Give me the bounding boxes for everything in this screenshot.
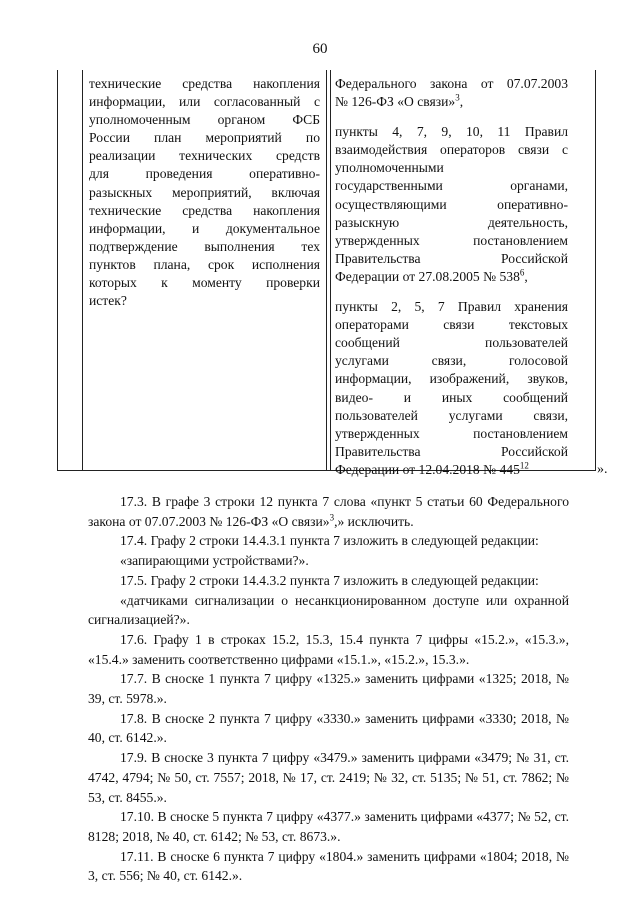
footnote-ref: 3	[455, 92, 460, 103]
table-line: услугами связи, голосовой	[335, 353, 568, 369]
closing-quote: ».	[597, 462, 608, 477]
table-line: уполномоченным органом ФСБ	[89, 112, 320, 128]
paragraph-17-10: 17.10. В сноске 5 пункта 7 цифру «4377.» заменить цифрами «4377; № 52, ст. 8128; 2018, № 40, ст. 6142; № 53, ст. 8673.».	[88, 809, 569, 844]
table-line: информации, или согласованный с	[89, 94, 320, 110]
table-line: взаимодействия операторов связи с	[335, 142, 568, 158]
table-line: Правительства Российской	[335, 443, 568, 459]
paragraph-text: ,» исключить.	[334, 513, 414, 529]
paragraph-17-5-quote: «датчиками сигнализации о несанкционированном доступе или охранной сигнализацией?».	[88, 592, 569, 628]
paragraph-17-8: 17.8. В сноске 2 пункта 7 цифру «3330.» заменить цифрами «3330; 2018, № 40, ст. 6142.».	[88, 710, 569, 746]
table-line: Федерального закона от 07.07.2003	[335, 76, 568, 91]
page-number: 60	[312, 41, 328, 57]
footnote-ref: 12	[519, 460, 529, 471]
table-line: разыскных мероприятий, включая	[89, 184, 320, 200]
table-cell-question	[89, 75, 320, 310]
table-line: Правительства Российской	[335, 250, 568, 266]
paragraph-17-5: 17.5. Графу 2 строки 14.4.3.2 пункта 7 изложить в следующей редакции:	[120, 572, 539, 588]
paragraph-17-4-quote: «запирающими устройствами?».	[120, 553, 309, 569]
paragraph-17-9: 17.9. В сноске 3 пункта 7 цифру «3479.» заменить цифрами «3479; № 31, ст. 4742, 4794; № 50, ст. 7557; 2018, № 17, ст. 2419; № 32, ст. 5135; № 51, ст. 7862; № 53, ст. 8455.».	[88, 750, 569, 805]
table-cell-legal-basis	[335, 75, 568, 479]
table-line-text: № 126-ФЗ «О связи»	[335, 94, 456, 110]
paragraph-17-4: 17.4. Графу 2 строки 14.4.3.1 пункта 7 изложить в следующей редакции:	[120, 533, 539, 549]
table-line: реализации технических средств	[89, 148, 320, 164]
footnote-ref: 3	[329, 512, 335, 523]
table-line: истек?	[89, 293, 127, 309]
table-line: видео- и иных сообщений	[335, 389, 568, 405]
table-line	[335, 268, 568, 286]
paragraph-text: 17.3. В графе 3 строки 12 пункта 7 слова «пункт 5 статьи 60 Федерального закона от 07.07.2003 № 126-ФЗ «О связи»	[88, 494, 569, 529]
table-line: пунктов плана, срок исполнения	[89, 256, 320, 272]
amendments-body	[88, 492, 569, 886]
footnote-ref: 6	[519, 267, 525, 278]
table-line: разыскную деятельность,	[335, 214, 568, 230]
table-line: пункты 4, 7, 9, 10, 11 Правил	[335, 124, 568, 140]
table-column-divider	[82, 70, 83, 471]
table-line: осуществляющими оперативно-	[335, 196, 568, 212]
table-column-divider	[330, 70, 331, 471]
table-line: утвержденных постановлением	[335, 232, 568, 248]
table-column-divider	[326, 70, 327, 471]
table-line-text: Федерации от 27.08.2005 № 538	[335, 268, 520, 284]
punctuation: ,	[524, 268, 528, 284]
paragraph-17-3	[88, 492, 569, 531]
table-line: для проведения оперативно-	[89, 166, 320, 182]
paragraph-17-11: 17.11. В сноске 6 пункта 7 цифру «1804.» заменить цифрами «1804; 2018, № 3, ст. 556; № 40, ст. 6142.».	[88, 848, 569, 884]
table-line: операторами связи текстовых	[335, 317, 568, 333]
table-line: которых к моменту проверки	[89, 275, 320, 291]
table-line: государственными органами,	[335, 178, 568, 194]
table-line-text: Федерации от 12.04.2018 № 445	[335, 461, 520, 477]
table-line: технические средства накопления	[89, 202, 320, 218]
table-line: сообщений пользователей	[335, 335, 568, 351]
table-line: пункты 2, 5, 7 Правил хранения	[335, 299, 568, 315]
table-line: России план мероприятий по	[89, 130, 320, 146]
table-line: уполномоченными	[335, 160, 444, 176]
table-line	[335, 461, 568, 479]
paragraph-17-6: 17.6. Графу 1 в строках 15.2, 15.3, 15.4 пункта 7 цифры «15.2.», «15.3.», «15.4.» заменить соответственно цифрами «15.1.», «15.2.», 15.3.».	[88, 631, 569, 667]
table-line: подтверждение выполнения тех	[89, 238, 320, 254]
punctuation: ,	[459, 94, 464, 110]
table-line: информации, и документальное	[89, 220, 320, 236]
table-line: технические средства накопления	[89, 76, 320, 91]
table-line: информации, изображений, звуков,	[335, 371, 568, 387]
table-line: пользователей услугами связи,	[335, 407, 568, 423]
table-line: утвержденных постановлением	[335, 425, 568, 441]
table-line	[335, 93, 568, 111]
paragraph-17-7: 17.7. В сноске 1 пункта 7 цифру «1325.» заменить цифрами «1325; 2018, № 39, ст. 5978.».	[88, 671, 569, 707]
